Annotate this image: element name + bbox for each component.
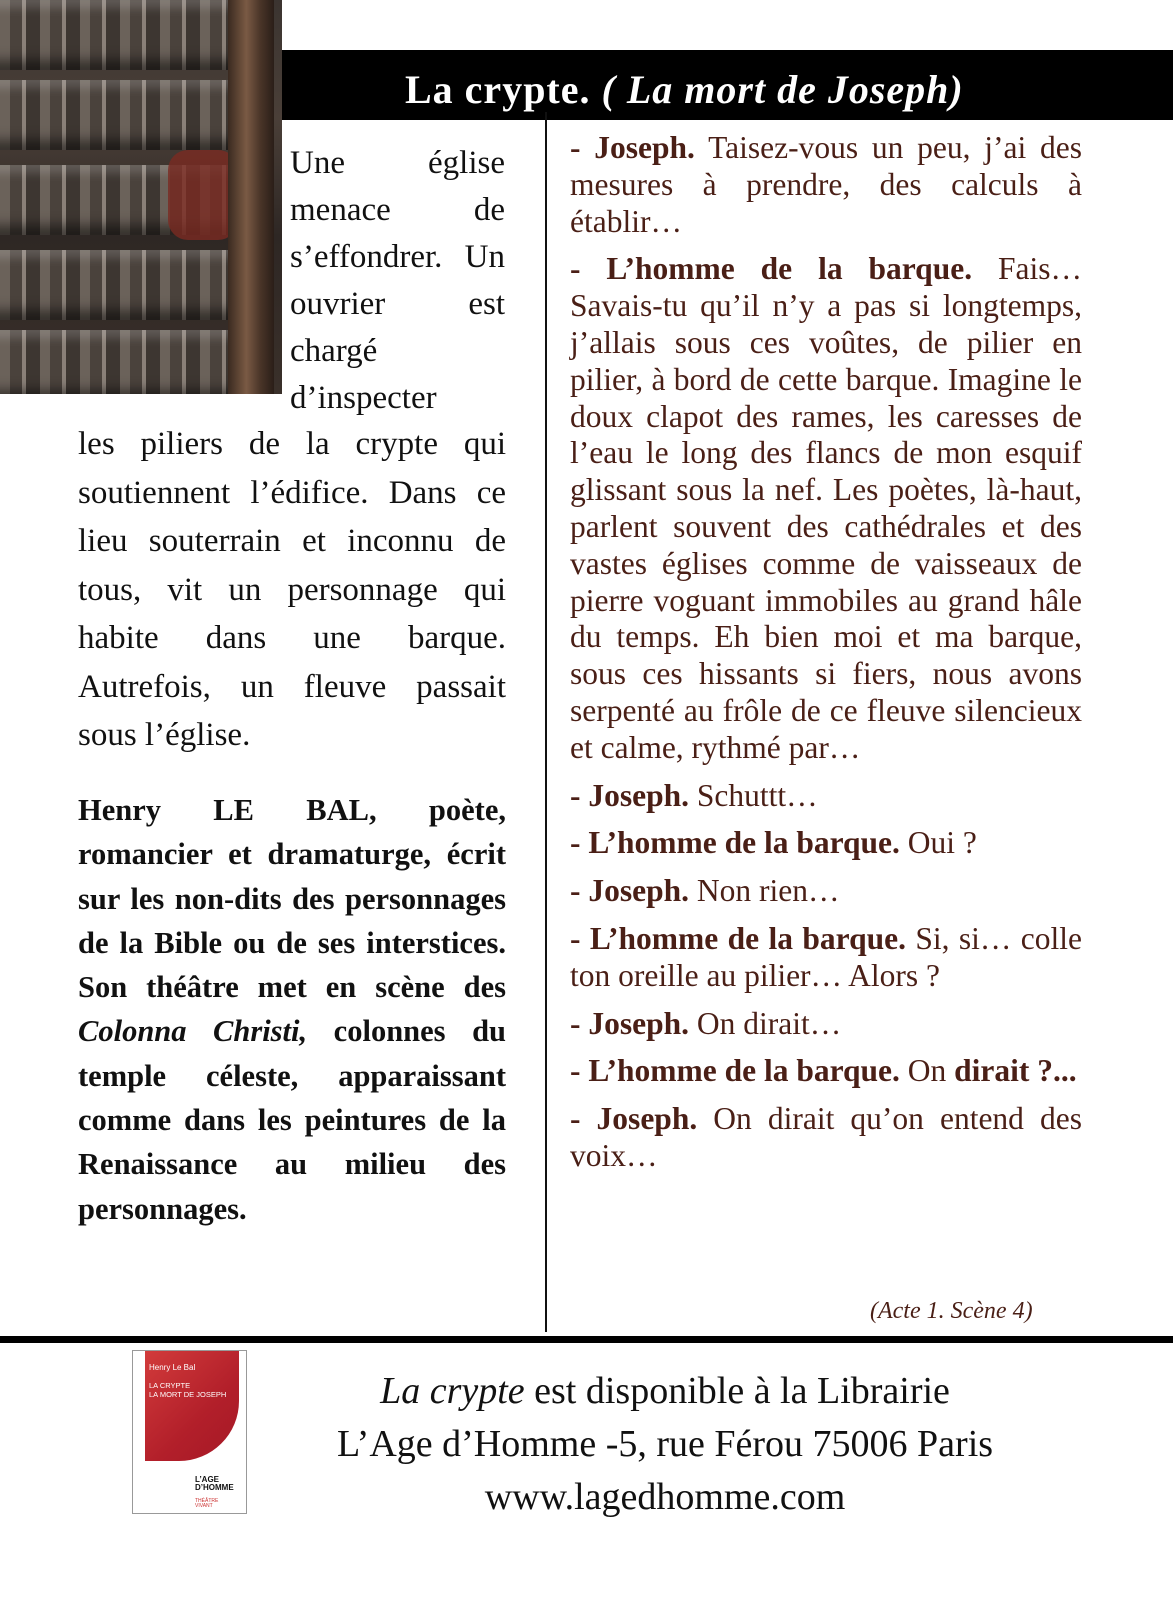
speaker: - Joseph.	[570, 1005, 690, 1041]
speech: On dirait qu’on entend des voix…	[570, 1101, 1082, 1173]
speech-bold-tail: dirait ?...	[954, 1053, 1077, 1089]
tire-shape	[0, 250, 260, 320]
intro-text: les piliers de la crypte qui soutiennent l’édifice. Dans ce lieu souterrain et inconnu de tous, vit un personnage qui habite dans une barque. Autrefois, un fleuve passait sous l’église.	[78, 426, 506, 753]
speech: Schuttt…	[689, 777, 818, 813]
cover-title	[149, 1381, 226, 1399]
speaker: - L’homme de la barque.	[570, 825, 900, 861]
column-divider	[545, 112, 547, 1332]
dialogue-line	[570, 825, 1082, 862]
book-cover-image	[132, 1350, 247, 1514]
speaker: - L’homme de la barque.	[570, 1053, 900, 1089]
cover-collection	[195, 1499, 218, 1509]
speaker: - L’homme de la barque.	[570, 251, 973, 287]
speech: On dirait…	[689, 1005, 842, 1041]
title-sub: ( La mort de Joseph)	[601, 67, 964, 112]
cover-title-line2: LA MORT DE JOSEPH	[149, 1390, 227, 1399]
dialogue-line	[570, 1006, 1082, 1043]
speaker: - Joseph.	[570, 1101, 698, 1137]
footer-website-link[interactable]: www.lagedhomme.com	[484, 1476, 846, 1518]
speech: Fais… Savais-tu qu’il n’y a pas si longtemps, j’allais sous ces voûtes, de pilier en pilier, à bord de cette barque. Imagine le doux clapot des rames, les caresses de l’eau le long des flancs de mon esquif glissant sous la nef. Les poètes, là-haut, parlent souvent des cathédrales et des vastes églises comme de vaisseaux de pierre voguant immobiles au grand hâle du temps. Eh bien moi et ma barque, sous ces hissants si fiers, nous avons serpenté au frôle de ce fleuve silencieux et calme, rythmé par…	[570, 251, 1083, 765]
dialogue-line	[570, 251, 1082, 766]
speech: Non rien…	[689, 873, 840, 909]
bio-part2: colonnes du temple céleste, apparaissant comme dans les peintures de la Renaissance au milieu des personnages.	[78, 1014, 506, 1226]
speaker: - Joseph.	[570, 873, 690, 909]
tire-shape	[0, 330, 260, 394]
bio-part1: Henry LE BAL, poète, romancier et dramaturge, écrit sur les non-dits des personnages de la Bible ou de ses interstices. Son théâtre met en scène des	[78, 793, 506, 1005]
bio-italic: Colonna Christi,	[78, 1014, 308, 1049]
dialogue-line	[570, 921, 1082, 995]
cover-collection-line2: VIVANT	[195, 1503, 213, 1509]
dialogue-line	[570, 130, 1082, 240]
speech: Taisez-vous un peu, j’ai des mesures à prendre, des calculs à établir…	[570, 130, 1082, 239]
footer-book-title: La crypte	[380, 1370, 525, 1412]
cover-collection-line1: THÉÂTRE	[195, 1498, 219, 1504]
tire-shape	[0, 80, 260, 150]
cover-title-line1: LA CRYPTE	[149, 1381, 191, 1390]
speaker: - Joseph.	[570, 777, 690, 813]
dialogue-excerpt	[570, 130, 1082, 1186]
wooden-post-shape	[228, 0, 274, 394]
page-title	[405, 66, 964, 113]
title-main: La crypte.	[405, 67, 591, 112]
footer-rule	[0, 1336, 1173, 1343]
footer-line1-text: est disponible à la Librairie	[524, 1370, 950, 1412]
tires-photo	[0, 0, 282, 394]
speaker: - L’homme de la barque.	[570, 920, 906, 956]
author-bio	[78, 788, 506, 1231]
dialogue-line	[570, 1053, 1082, 1090]
cover-publisher-line1: L’AGE	[195, 1475, 220, 1484]
act-reference: (Acte 1. Scène 4)	[870, 1298, 1033, 1324]
speech: On	[899, 1053, 955, 1089]
speech: Oui ?	[899, 825, 977, 861]
intro-text-beside-photo: Une église menace de s’effondrer. Un ouvrier est chargé d’inspecter	[290, 145, 505, 416]
footer-line1	[260, 1365, 1070, 1418]
cover-author: Henry Le Bal	[149, 1363, 196, 1372]
dialogue-line	[570, 778, 1082, 815]
dialogue-line	[570, 873, 1082, 910]
dialogue-line	[570, 1101, 1082, 1175]
availability-notice	[260, 1365, 1070, 1524]
speaker: - Joseph.	[570, 130, 695, 165]
cover-publisher	[195, 1476, 234, 1492]
cover-publisher-line2: D’HOMME	[195, 1483, 234, 1492]
footer-address: L’Age d’Homme -5, rue Férou 75006 Paris	[336, 1423, 994, 1465]
tire-shape	[0, 0, 260, 70]
speech: Si, si… colle ton oreille au pilier… Alors ?	[570, 920, 1083, 993]
